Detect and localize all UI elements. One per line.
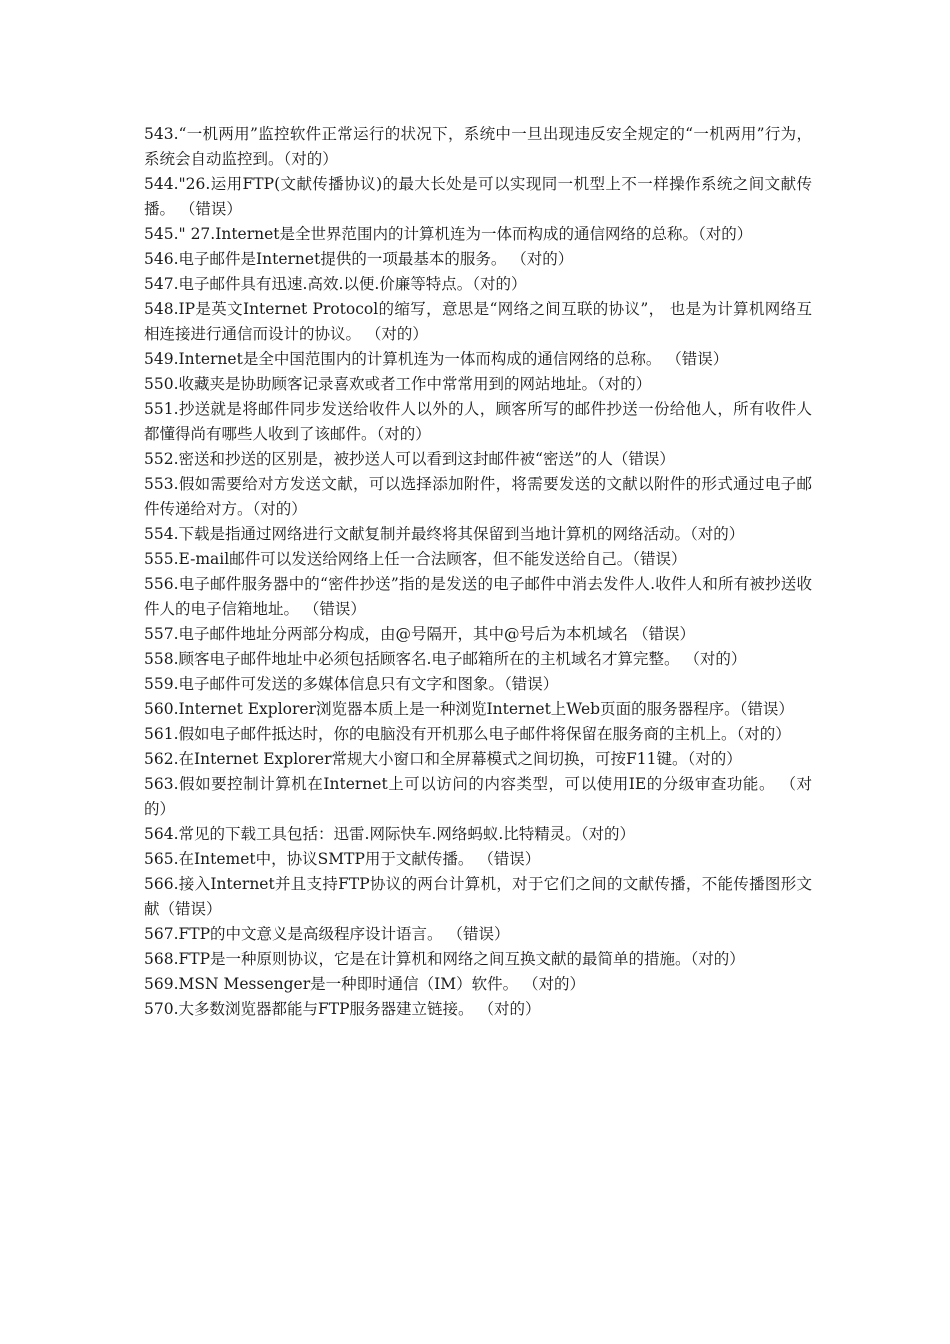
question-545: 545." 27.Internet是全世界范围内的计算机连为一体而构成的通信网络的总称。（对的） — [144, 225, 753, 243]
question-568: 568.FTP是一种原则协议，它是在计算机和网络之间互换文献的最简单的措施。（对的） — [144, 950, 745, 968]
question-549: 549.Internet是全中国范围内的计算机连为一体而构成的通信网络的总称。 （错误） — [144, 350, 729, 368]
question-558: 558.顾客电子邮件地址中必须包括顾客名.电子邮箱所在的主机域名才算完整。 （对的） — [144, 650, 747, 668]
question-561: 561.假如电子邮件抵达时，你的电脑没有开机那么电子邮件将保留在服务商的主机上。（对的） — [144, 725, 791, 743]
question-550: 550.收藏夹是协助顾客记录喜欢或者工作中常常用到的网站地址。（对的） — [144, 375, 652, 393]
question-544: 544."26.运用FTP(文献传播协议)的最大长处是可以实现同一机型上不一样操作系统之间文献传播。 （错误） — [144, 175, 812, 218]
question-551: 551.抄送就是将邮件同步发送给收件人以外的人，顾客所写的邮件抄送一份给他人，所有收件人都懂得尚有哪些人收到了该邮件。（对的） — [144, 400, 812, 443]
question-543: 543.“一机两用”监控软件正常运行的状况下，系统中一旦出现违反安全规定的“一机两用”行为，系统会自动监控到。（对的） — [144, 125, 812, 168]
question-552: 552.密送和抄送的区别是，被抄送人可以看到这封邮件被“密送”的人（错误） — [144, 450, 675, 468]
question-570: 570.大多数浏览器都能与FTP服务器建立链接。 （对的） — [144, 1000, 541, 1018]
question-559: 559.电子邮件可发送的多媒体信息只有文字和图象。（错误） — [144, 675, 559, 693]
question-546: 546.电子邮件是Internet提供的一项最基本的服务。 （对的） — [144, 250, 574, 268]
question-557: 557.电子邮件地址分两部分构成，由@号隔开，其中@号后为本机域名 （错误） — [144, 625, 695, 643]
question-554: 554.下载是指通过网络进行文献复制并最终将其保留到当地计算机的网络活动。（对的） — [144, 525, 745, 543]
question-564: 564.常见的下载工具包括：迅雷.网际快车.网络蚂蚁.比特精灵。（对的） — [144, 825, 636, 843]
question-569: 569.MSN Messenger是一种即时通信（IM）软件。 （对的） — [144, 975, 586, 993]
question-547: 547.电子邮件具有迅速.高效.以便.价廉等特点。（对的） — [144, 275, 527, 293]
question-566: 566.接入Internet并且支持FTP协议的两台计算机，对于它们之间的文献传播，不能传播图形文献（错误） — [144, 875, 812, 918]
question-562: 562.在Internet Explorer常规大小窗口和全屏幕模式之间切换，可按F11键。（对的） — [144, 750, 742, 768]
question-560: 560.Internet Explorer浏览器本质上是一种浏览Internet上Web页面的服务器程序。（错误） — [144, 700, 794, 718]
question-556: 556.电子邮件服务器中的“密件抄送”指的是发送的电子邮件中消去发件人.收件人和所有被抄送收件人的电子信箱地址。 （错误） — [144, 575, 812, 618]
question-567: 567.FTP的中文意义是高级程序设计语言。 （错误） — [144, 925, 510, 943]
document-body — [144, 122, 812, 1022]
question-548: 548.IP是英文Internet Protocol的缩写，意思是“网络之间互联的协议”， 也是为计算机网络互相连接进行通信而设计的协议。 （对的） — [144, 300, 812, 343]
question-563: 563.假如要控制计算机在Internet上可以访问的内容类型，可以使用IE的分级审查功能。 （对的） — [144, 775, 812, 818]
question-565: 565.在Intemet中，协议SMTP用于文献传播。 （错误） — [144, 850, 541, 868]
question-555: 555.E-mail邮件可以发送给网络上任一合法顾客，但不能发送给自己。（错误） — [144, 550, 687, 568]
question-553: 553.假如需要给对方发送文献，可以选择添加附件，将需要发送的文献以附件的形式通过电子邮件传递给对方。（对的） — [144, 475, 812, 518]
